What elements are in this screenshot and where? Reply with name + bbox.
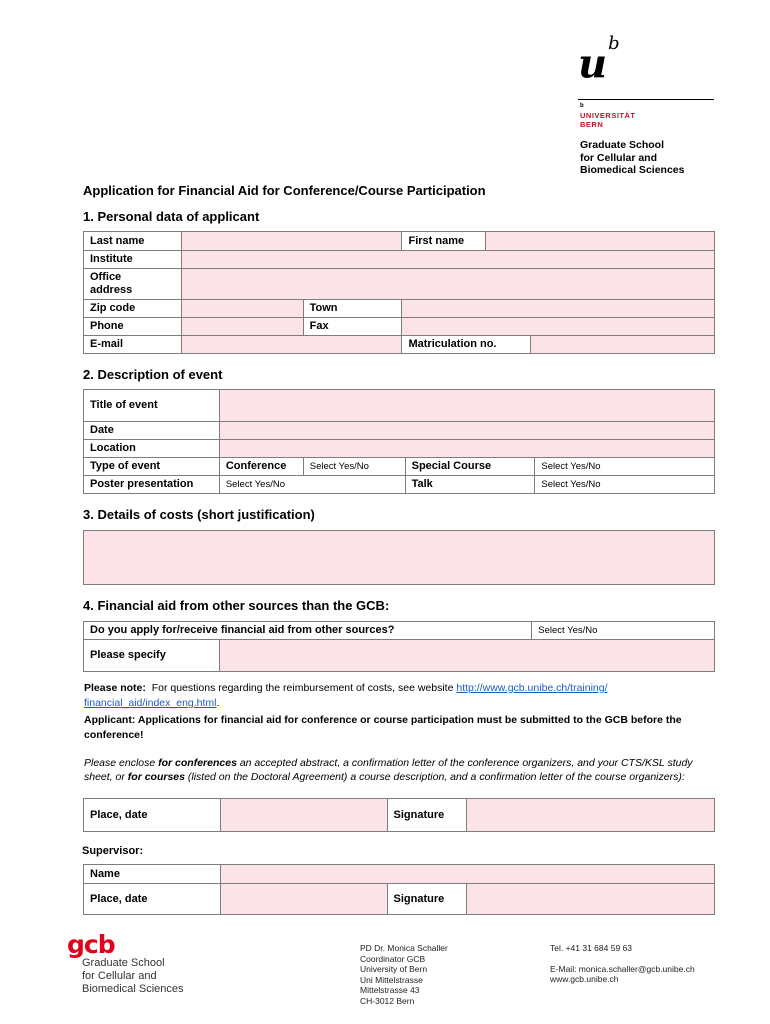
applicant-signature-label: Signature: [387, 799, 467, 832]
applicant-notice: Applicant: Applications for financial aid for conference or course participation must be submitted to the GCB before the conference!: [84, 714, 682, 741]
university-logo: u $^b$: [578, 33, 619, 88]
office-address-field[interactable]: [181, 269, 714, 300]
other-sources-select[interactable]: Select Yes/No: [532, 622, 715, 640]
university-name: UNIVERSITÄT BERN: [580, 111, 636, 129]
talk-label: Talk: [405, 476, 535, 494]
footer-contact: [550, 943, 695, 985]
email-label: E-mail: [84, 336, 182, 354]
logo-divider: [578, 99, 714, 100]
event-table: [83, 389, 715, 494]
town-label: Town: [303, 300, 402, 318]
zip-code-label: Zip code: [84, 300, 182, 318]
please-specify-label: Please specify: [84, 640, 220, 672]
logo-small-b: b: [580, 103, 584, 109]
town-field[interactable]: [402, 300, 715, 318]
phone-label: Phone: [84, 318, 182, 336]
applicant-place-date-label: Place, date: [84, 799, 221, 832]
poster-select[interactable]: Select Yes/No: [219, 476, 405, 494]
footer-address: PD Dr. Monica Schaller Coordinator GCB University of Bern Uni Mittelstrasse Mittelstrasse 43 CH-3012 Bern: [360, 943, 448, 1006]
location-label: Location: [84, 440, 220, 458]
date-field[interactable]: [219, 422, 714, 440]
email-field[interactable]: [181, 336, 402, 354]
applicant-signature-table: [83, 798, 715, 832]
other-sources-table: [83, 621, 715, 672]
footer-tel: Tel. +41 31 684 59 63: [550, 943, 632, 953]
supervisor-place-date-field[interactable]: [220, 884, 387, 915]
special-course-label: Special Course: [405, 458, 535, 476]
conference-label: Conference: [219, 458, 303, 476]
supervisor-name-label: Name: [84, 865, 221, 884]
talk-select[interactable]: Select Yes/No: [535, 476, 715, 494]
footer-web: www.gcb.unibe.ch: [550, 974, 619, 984]
zip-code-field[interactable]: [181, 300, 303, 318]
footer-school-name: Graduate School for Cellular and Biomedical Sciences: [82, 957, 184, 995]
location-field[interactable]: [219, 440, 714, 458]
office-address-label: Office address: [84, 269, 182, 300]
phone-field[interactable]: [181, 318, 303, 336]
type-of-event-label: Type of event: [84, 458, 220, 476]
first-name-field[interactable]: [486, 232, 715, 251]
supervisor-signature-label: Signature: [387, 884, 467, 915]
applicant-signature-field[interactable]: [467, 799, 715, 832]
supervisor-table: [83, 864, 715, 915]
matriculation-field[interactable]: [531, 336, 715, 354]
footer-email: E-Mail: monica.schaller@gcb.unibe.ch: [550, 963, 695, 974]
supervisor-signature-field[interactable]: [467, 884, 715, 915]
first-name-label: First name: [402, 232, 486, 251]
special-course-select[interactable]: Select Yes/No: [535, 458, 715, 476]
last-name-field[interactable]: [181, 232, 402, 251]
personal-data-table: [83, 231, 715, 354]
supervisor-name-field[interactable]: [220, 865, 714, 884]
poster-presentation-label: Poster presentation: [84, 476, 220, 494]
please-specify-field[interactable]: [219, 640, 714, 672]
date-label: Date: [84, 422, 220, 440]
matriculation-label: Matriculation no.: [402, 336, 531, 354]
institute-field[interactable]: [181, 251, 714, 269]
supervisor-place-date-label: Place, date: [84, 884, 221, 915]
title-of-event-label: Title of event: [84, 390, 220, 422]
costs-justification-field[interactable]: [83, 530, 715, 585]
last-name-label: Last name: [84, 232, 182, 251]
section-1-heading: 1. Personal data of applicant: [83, 209, 260, 224]
financial-aid-link[interactable]: http://www.gcb.unibe.ch/training/ financial_aid/index_eng.html: [84, 682, 608, 709]
section-4-heading: 4. Financial aid from other sources than the GCB:: [83, 598, 390, 613]
school-name: Graduate School for Cellular and Biomedical Sciences: [580, 139, 685, 176]
gcb-logo: gcb: [67, 930, 115, 959]
institute-label: Institute: [84, 251, 182, 269]
supervisor-label: Supervisor:: [82, 845, 144, 857]
title-of-event-field[interactable]: [219, 390, 714, 422]
section-2-heading: 2. Description of event: [83, 367, 223, 382]
fax-field[interactable]: [402, 318, 715, 336]
fax-label: Fax: [303, 318, 402, 336]
other-sources-question: Do you apply for/receive financial aid from other sources?: [84, 622, 532, 640]
section-3-heading: 3. Details of costs (short justification): [83, 507, 315, 522]
please-note: Please note: For questions regarding the reimbursement of costs, see website http://www.gcb.unibe.ch/training/ financial_aid/index_eng.html.: [84, 682, 608, 709]
applicant-place-date-field[interactable]: [220, 799, 387, 832]
enclosure-instructions: Please enclose for conferences an accepted abstract, a confirmation letter of the conference organizers, and your CTS/KSL study sheet, or for courses (listed on the Doctoral Agreement) a course description, and a confirmation letter of the course organizers):: [84, 757, 693, 783]
document-title: Application for Financial Aid for Conference/Course Participation: [83, 183, 486, 198]
conference-select[interactable]: Select Yes/No: [303, 458, 405, 476]
